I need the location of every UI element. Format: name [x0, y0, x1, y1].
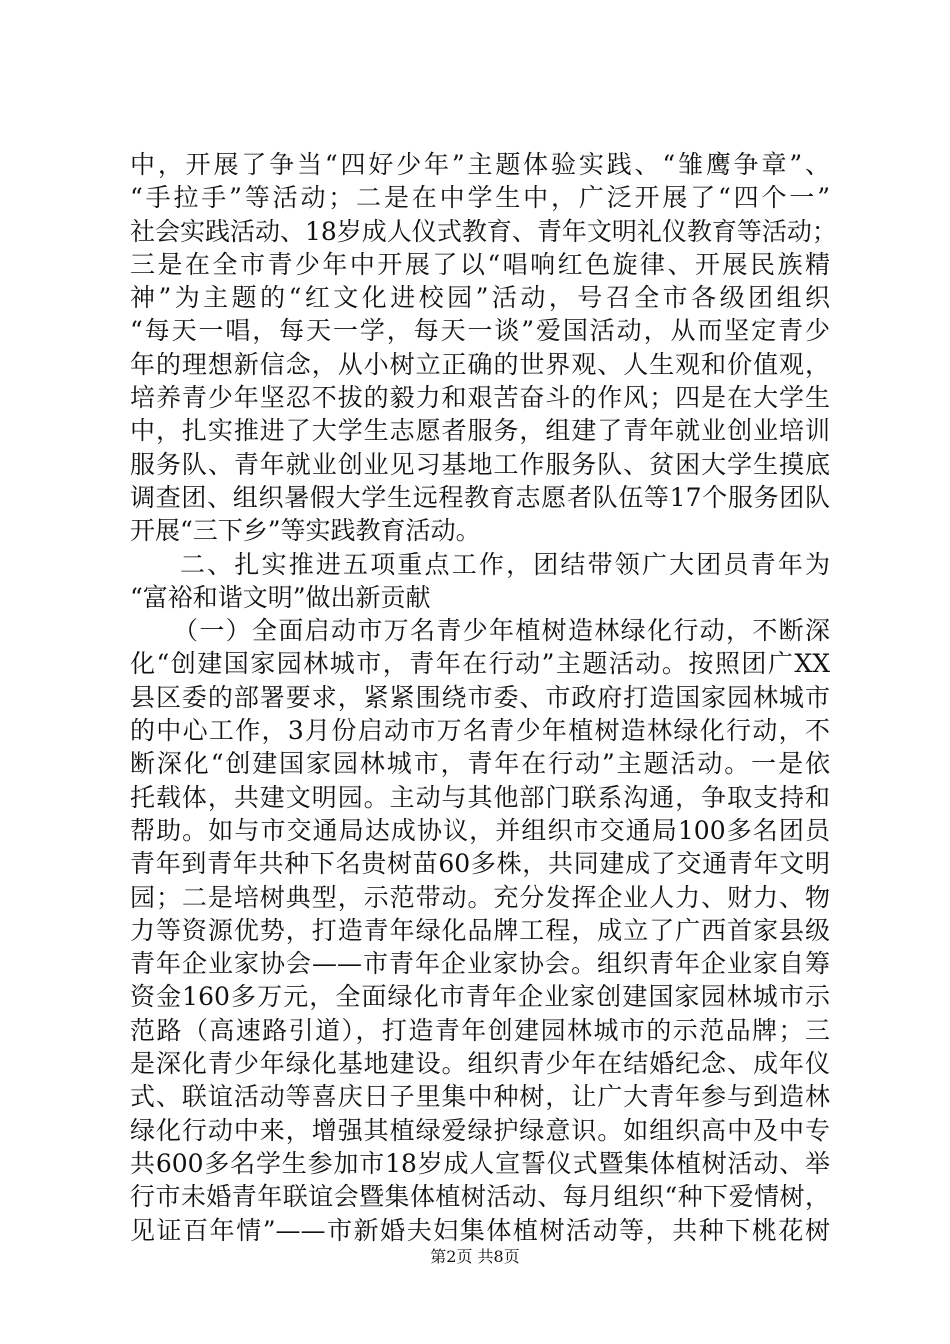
text-line: 青年企业家协会——市青年企业家协会。组织青年企业家自筹 — [130, 949, 830, 979]
text-line: （一）全面启动市万名青少年植树造林绿化行动，不断深 — [173, 616, 830, 646]
text-line: 见证百年情”——市新婚夫妇集体植树活动等，共种下桃花树 — [130, 1215, 830, 1245]
text-line: 县区委的部署要求，紧紧围绕市委、市政府打造国家园林城市 — [130, 682, 830, 712]
text-line: 化“创建国家园林城市，青年在行动”主题活动。按照团广XX — [130, 649, 830, 679]
text-line: 培养青少年坚忍不拔的毅力和艰苦奋斗的作风；四是在大学生 — [130, 383, 830, 413]
text-line: “手拉手”等活动；二是在中学生中，广泛开展了“四个一” — [130, 183, 830, 213]
text-line: 的中心工作，3月份启动市万名青少年植树造林绿化行动，不 — [130, 716, 830, 746]
text-line: 行市未婚青年联谊会暨集体植树活动、每月组织“种下爱情树， — [130, 1182, 830, 1212]
text-line: 式、联谊活动等喜庆日子里集中种树，让广大青年参与到造林 — [130, 1082, 830, 1112]
document-body — [130, 148, 837, 1247]
page-number-footer: 第2页 共8页 — [430, 1247, 520, 1266]
text-line: 服务队、青年就业创业见习基地工作服务队、贫困大学生摸底 — [130, 449, 830, 479]
text-line: 托载体，共建文明园。主动与其他部门联系沟通，争取支持和 — [130, 782, 830, 812]
text-line: 中，扎实推进了大学生志愿者服务，组建了青年就业创业培训 — [130, 416, 830, 446]
section-heading-line: 二、扎实推进五项重点工作，团结带领广大团员青年为 — [180, 549, 830, 579]
text-line: 调查团、组织暑假大学生远程教育志愿者队伍等17个服务团队 — [130, 482, 830, 512]
text-line: 三是在全市青少年中开展了以“唱响红色旋律、开展民族精 — [130, 249, 830, 279]
text-line: 神”为主题的“红文化进校园”活动，号召全市各级团组织 — [130, 283, 830, 313]
text-line: 绿化行动中来，增强其植绿爱绿护绿意识。如组织高中及中专 — [130, 1115, 830, 1145]
section-heading-line: “富裕和谐文明”做出新贡献 — [130, 582, 431, 612]
text-line: 范路（高速路引道），打造青年创建园林城市的示范品牌；三 — [130, 1015, 830, 1045]
text-line: 力等资源优势，打造青年绿化品牌工程，成立了广西首家县级 — [130, 915, 830, 945]
text-line: 断深化“创建国家园林城市，青年在行动”主题活动。一是依 — [130, 749, 830, 779]
text-line: 青年到青年共种下名贵树苗60多株，共同建成了交通青年文明 — [130, 849, 830, 879]
text-line: 帮助。如与市交通局达成协议，并组织市交通局100多名团员 — [130, 815, 830, 845]
text-line: 园；二是培树典型，示范带动。充分发挥企业人力、财力、物 — [130, 882, 830, 912]
text-line: 资金160多万元，全面绿化市青年企业家创建国家园林城市示 — [130, 982, 830, 1012]
text-line: 是深化青少年绿化基地建设。组织青少年在结婚纪念、成年仪 — [130, 1049, 830, 1079]
text-line: 中，开展了争当“四好少年”主题体验实践、“雏鹰争章”、 — [130, 150, 830, 179]
text-line: 开展“三下乡”等实践教育活动。 — [130, 516, 481, 546]
text-line: 共600多名学生参加市18岁成人宣誓仪式暨集体植树活动、举 — [130, 1148, 830, 1178]
text-line: 年的理想新信念，从小树立正确的世界观、人生观和价值观， — [130, 349, 830, 379]
text-line: 社会实践活动、18岁成人仪式教育、青年文明礼仪教育等活动； — [130, 216, 837, 246]
text-line: “每天一唱，每天一学，每天一谈”爱国活动，从而坚定青少 — [130, 316, 830, 346]
